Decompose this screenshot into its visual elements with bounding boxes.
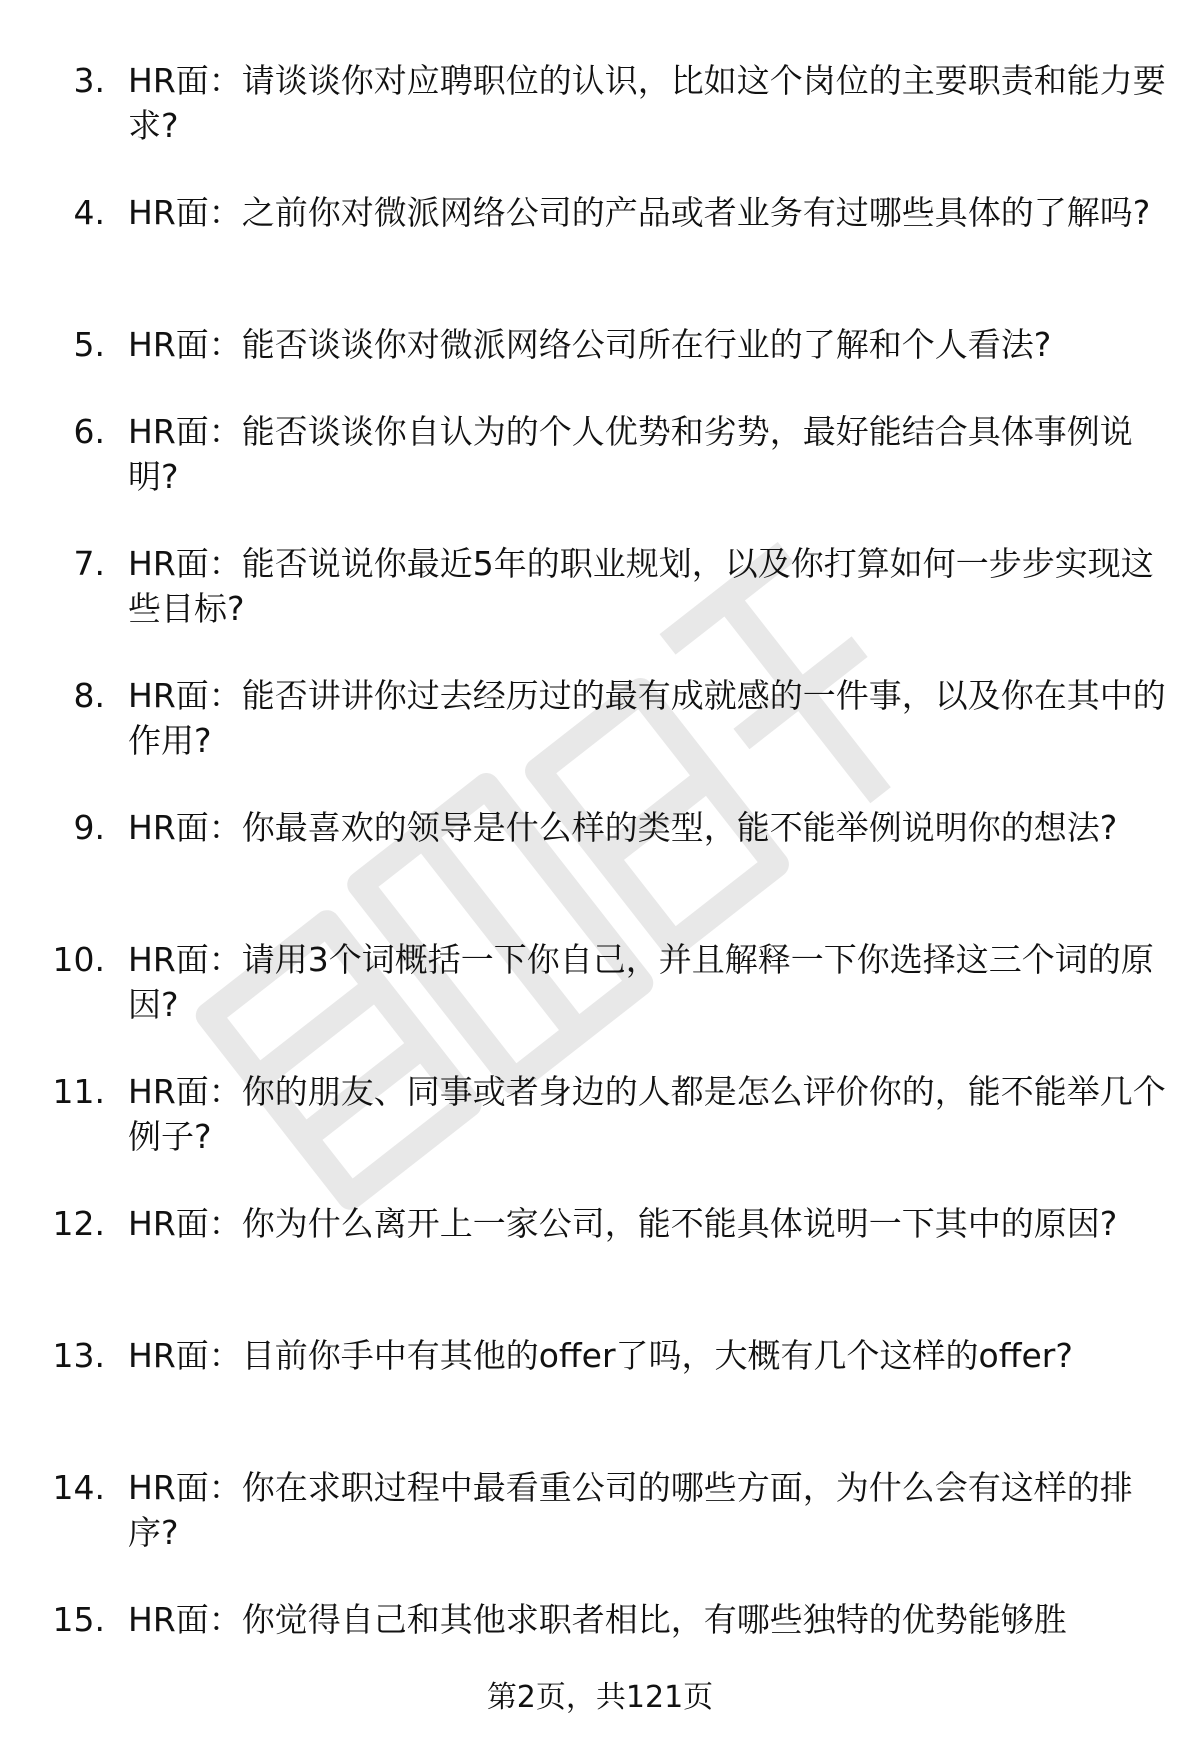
question-item — [0, 58, 1200, 190]
question-item — [0, 1069, 1200, 1201]
question-text: HR面：你觉得自己和其他求职者相比，有哪些独特的优势能够胜 — [128, 1600, 1067, 1639]
question-item — [0, 322, 1200, 409]
question-list — [0, 58, 1200, 1657]
question-text: HR面：请谈谈你对应聘职位的认识，比如这个岗位的主要职责和能力要求? — [128, 61, 1166, 145]
question-text: HR面：你为什么离开上一家公司，能不能具体说明一下其中的原因? — [128, 1204, 1118, 1243]
question-text: HR面：你在求职过程中最看重公司的哪些方面，为什么会有这样的排序? — [128, 1468, 1133, 1552]
question-number: 3. — [73, 61, 105, 100]
question-number: 13. — [52, 1336, 105, 1375]
question-item — [0, 937, 1200, 1069]
question-number: 12. — [52, 1204, 105, 1243]
question-text: HR面：之前你对微派网络公司的产品或者业务有过哪些具体的了解吗? — [128, 193, 1151, 232]
question-text: HR面：能否谈谈你自认为的个人优势和劣势，最好能结合具体事例说明? — [128, 412, 1133, 496]
question-item — [0, 541, 1200, 673]
question-number: 6. — [73, 412, 105, 451]
question-text: HR面：能否说说你最近5年的职业规划，以及你打算如何一步步实现这些目标? — [128, 544, 1154, 628]
question-item — [0, 190, 1200, 322]
question-item — [0, 673, 1200, 805]
question-number: 15. — [52, 1600, 105, 1639]
question-text: HR面：目前你手中有其他的offer了吗，大概有几个这样的offer? — [128, 1336, 1073, 1375]
question-number: 9. — [73, 808, 105, 847]
question-number: 7. — [73, 544, 105, 583]
question-item — [0, 1465, 1200, 1597]
question-number: 8. — [73, 676, 105, 715]
question-number: 14. — [52, 1468, 105, 1507]
question-number: 5. — [73, 325, 105, 364]
question-number: 10. — [52, 940, 105, 979]
question-number: 4. — [73, 193, 105, 232]
question-item — [0, 1597, 1200, 1657]
question-text: HR面：你最喜欢的领导是什么样的类型，能不能举例说明你的想法? — [128, 808, 1118, 847]
question-item — [0, 409, 1200, 541]
question-item — [0, 1201, 1200, 1333]
question-text: HR面：请用3个词概括一下你自己，并且解释一下你选择这三个词的原因? — [128, 940, 1154, 1024]
question-item — [0, 805, 1200, 937]
question-text: HR面：你的朋友、同事或者身边的人都是怎么评价你的，能不能举几个例子? — [128, 1072, 1166, 1156]
question-item — [0, 1333, 1200, 1465]
question-text: HR面：能否讲讲你过去经历过的最有成就感的一件事，以及你在其中的作用? — [128, 676, 1166, 760]
page-number-footer: 第2页，共121页 — [486, 1680, 714, 1715]
question-number: 11. — [52, 1072, 105, 1111]
question-text: HR面：能否谈谈你对微派网络公司所在行业的了解和个人看法? — [128, 325, 1052, 364]
